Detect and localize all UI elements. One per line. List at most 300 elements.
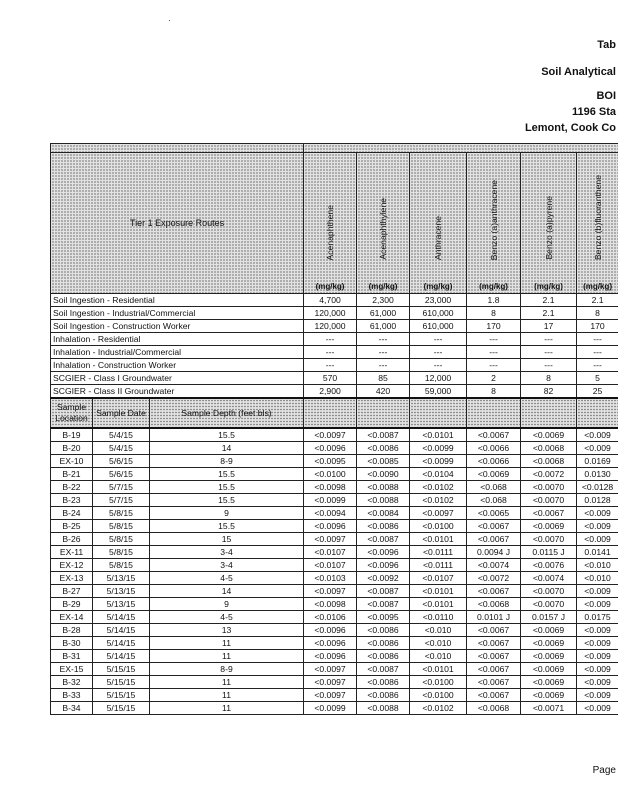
result-value: <0.0070 — [521, 598, 577, 611]
result-value: <0.0069 — [521, 689, 577, 702]
table-row — [51, 585, 618, 598]
result-value: <0.0067 — [467, 585, 521, 598]
route-value: 2.1 — [521, 307, 577, 320]
result-value: <0.0087 — [357, 598, 410, 611]
route-value: 8 — [521, 372, 577, 385]
table-row — [51, 663, 618, 676]
result-value: <0.009 — [577, 637, 618, 650]
page-footer: Page — [592, 765, 616, 776]
sample-date-heading: Sample Date — [93, 398, 150, 428]
result-value: <0.0100 — [304, 468, 357, 481]
analyte-header-benzo-b-fluoranthene — [577, 153, 618, 294]
result-value: <0.0096 — [304, 442, 357, 455]
site-address: 1196 Sta — [571, 106, 616, 118]
route-label: Soil Ingestion - Industrial/Commercial — [51, 307, 304, 320]
table-row — [51, 481, 618, 494]
sample-date: 5/13/15 — [93, 598, 150, 611]
sample-location: EX-13 — [51, 572, 93, 585]
result-value: <0.0087 — [357, 533, 410, 546]
sample-date: 5/15/15 — [93, 676, 150, 689]
sample-depth: 3-4 — [150, 559, 304, 572]
result-value: <0.0092 — [357, 572, 410, 585]
route-value: 420 — [357, 385, 410, 399]
result-value: <0.0069 — [521, 663, 577, 676]
result-value: <0.0067 — [467, 624, 521, 637]
result-value: <0.0066 — [467, 455, 521, 468]
sample-location: B-28 — [51, 624, 93, 637]
result-value: <0.0071 — [521, 702, 577, 715]
route-row — [51, 346, 618, 359]
site-city: Lemont, Cook Co — [524, 122, 616, 134]
sample-depth: 14 — [150, 585, 304, 598]
analyte-name: Anthracene — [433, 216, 444, 260]
table-title: Tab — [597, 39, 616, 51]
sample-date: 5/8/15 — [93, 559, 150, 572]
result-value: 0.0115 J — [521, 546, 577, 559]
result-value: <0.068 — [467, 481, 521, 494]
result-value: <0.0097 — [304, 663, 357, 676]
result-value: 0.0128 — [577, 494, 618, 507]
result-value: <0.0104 — [410, 468, 467, 481]
sample-location: EX-12 — [51, 559, 93, 572]
result-value: <0.0088 — [357, 702, 410, 715]
result-value: <0.0101 — [410, 585, 467, 598]
result-value: <0.0098 — [304, 598, 357, 611]
route-label: Inhalation - Industrial/Commercial — [51, 346, 304, 359]
table-row — [51, 533, 618, 546]
analyte-name: Benzo (b)fluoranthene — [592, 174, 603, 260]
result-value: <0.0101 — [410, 428, 467, 442]
result-value: <0.010 — [577, 572, 618, 585]
route-value: --- — [467, 346, 521, 359]
result-value: <0.0102 — [410, 481, 467, 494]
result-value: <0.009 — [577, 507, 618, 520]
result-value: <0.0070 — [521, 585, 577, 598]
route-row — [51, 333, 618, 346]
route-value: 61,000 — [357, 307, 410, 320]
result-value: <0.0068 — [467, 598, 521, 611]
route-value: 2.1 — [521, 294, 577, 307]
result-value: <0.0086 — [357, 442, 410, 455]
route-value: --- — [410, 359, 467, 372]
result-value: <0.0097 — [304, 428, 357, 442]
result-value: <0.009 — [577, 428, 618, 442]
result-value: <0.0090 — [357, 468, 410, 481]
sample-header-blank — [577, 398, 618, 428]
route-value: 12,000 — [410, 372, 467, 385]
sample-depth: 15.5 — [150, 481, 304, 494]
result-value: <0.0107 — [304, 559, 357, 572]
route-value: 61,000 — [357, 320, 410, 333]
sample-depth: 15 — [150, 533, 304, 546]
result-value: <0.0111 — [410, 559, 467, 572]
sample-location: B-26 — [51, 533, 93, 546]
route-value: --- — [357, 359, 410, 372]
result-value: 0.0169 — [577, 455, 618, 468]
result-value: <0.0086 — [357, 650, 410, 663]
table-row — [51, 598, 618, 611]
sample-location: EX-15 — [51, 663, 93, 676]
route-value: 2.1 — [577, 294, 618, 307]
sample-location: B-34 — [51, 702, 93, 715]
sample-depth: 13 — [150, 624, 304, 637]
table-row — [51, 455, 618, 468]
route-value: --- — [467, 359, 521, 372]
result-value: 0.0141 — [577, 546, 618, 559]
result-value: <0.009 — [577, 650, 618, 663]
table-row — [51, 689, 618, 702]
route-value: 610,000 — [410, 307, 467, 320]
table-row — [51, 442, 618, 455]
sample-depth: 11 — [150, 689, 304, 702]
analyte-unit: (mg/kg) — [423, 282, 453, 291]
sample-header-blank — [467, 398, 521, 428]
sample-date: 5/8/15 — [93, 520, 150, 533]
sample-location: B-27 — [51, 585, 93, 598]
sample-header-blank — [521, 398, 577, 428]
route-value: 23,000 — [410, 294, 467, 307]
result-value: <0.0085 — [357, 455, 410, 468]
result-value: <0.0096 — [304, 520, 357, 533]
route-value: 570 — [304, 372, 357, 385]
result-value: <0.0070 — [521, 481, 577, 494]
route-row — [51, 307, 618, 320]
table-row — [51, 559, 618, 572]
result-value: <0.010 — [410, 624, 467, 637]
route-value: 8 — [467, 385, 521, 399]
result-value: <0.0067 — [467, 533, 521, 546]
result-value: <0.009 — [577, 624, 618, 637]
result-value: <0.0097 — [410, 507, 467, 520]
result-value: <0.0068 — [521, 455, 577, 468]
route-value: --- — [357, 333, 410, 346]
result-value: <0.0067 — [467, 520, 521, 533]
result-value: <0.0096 — [304, 624, 357, 637]
result-value: <0.009 — [577, 442, 618, 455]
sample-location: B-32 — [51, 676, 93, 689]
table-row — [51, 507, 618, 520]
table-row — [51, 624, 618, 637]
route-label: SCGIER - Class I Groundwater — [51, 372, 304, 385]
result-value: <0.0069 — [467, 468, 521, 481]
sample-location-heading: Sample Location — [51, 398, 93, 428]
route-label: Soil Ingestion - Residential — [51, 294, 304, 307]
analyte-name: Benzo (a)pyrene — [543, 196, 554, 260]
result-value: 0.0094 J — [467, 546, 521, 559]
result-value: <0.0068 — [521, 442, 577, 455]
sample-location: B-22 — [51, 481, 93, 494]
result-value: <0.0102 — [410, 494, 467, 507]
result-value: <0.0087 — [357, 428, 410, 442]
sample-depth: 4-5 — [150, 611, 304, 624]
result-value: <0.0076 — [521, 559, 577, 572]
route-value: --- — [577, 333, 618, 346]
sample-date: 5/8/15 — [93, 507, 150, 520]
result-value: <0.0100 — [410, 689, 467, 702]
sample-date: 5/6/15 — [93, 468, 150, 481]
route-value: 85 — [357, 372, 410, 385]
route-row — [51, 385, 618, 399]
result-value: <0.0067 — [467, 637, 521, 650]
sample-location: B-31 — [51, 650, 93, 663]
result-value: <0.0096 — [304, 637, 357, 650]
route-value: 1.8 — [467, 294, 521, 307]
table-subtitle: Soil Analytical — [541, 66, 616, 78]
table-row — [51, 650, 618, 663]
route-value: --- — [577, 359, 618, 372]
sample-location: B-20 — [51, 442, 93, 455]
table-body — [51, 144, 618, 715]
sample-depth: 14 — [150, 442, 304, 455]
result-value: <0.0099 — [304, 702, 357, 715]
result-value: <0.0101 — [410, 663, 467, 676]
result-value: <0.0107 — [410, 572, 467, 585]
result-value: 0.0157 J — [521, 611, 577, 624]
header-stipple-left — [51, 144, 304, 153]
result-value: <0.0069 — [521, 428, 577, 442]
analyte-name: Acenaphthylene — [378, 198, 389, 260]
result-value: <0.0086 — [357, 520, 410, 533]
result-value: <0.0086 — [357, 689, 410, 702]
sample-location: B-19 — [51, 428, 93, 442]
result-value: <0.0067 — [467, 663, 521, 676]
sample-depth: 8-9 — [150, 455, 304, 468]
result-value: <0.0070 — [521, 494, 577, 507]
route-value: --- — [521, 346, 577, 359]
result-value: <0.0103 — [304, 572, 357, 585]
result-value: <0.068 — [467, 494, 521, 507]
result-value: <0.0102 — [410, 702, 467, 715]
result-value: 0.0130 — [577, 468, 618, 481]
result-value: <0.0086 — [357, 676, 410, 689]
result-value: <0.0094 — [304, 507, 357, 520]
table-row — [51, 611, 618, 624]
result-value: <0.0128 — [577, 481, 618, 494]
sample-header-row — [51, 398, 618, 428]
result-value: <0.0106 — [304, 611, 357, 624]
analyte-unit: (mg/kg) — [583, 282, 612, 291]
sample-date: 5/4/15 — [93, 428, 150, 442]
sample-date: 5/14/15 — [93, 650, 150, 663]
route-label: Inhalation - Residential — [51, 333, 304, 346]
result-value: <0.0095 — [304, 455, 357, 468]
sample-date: 5/8/15 — [93, 546, 150, 559]
route-value: 610,000 — [410, 320, 467, 333]
sample-location: EX-10 — [51, 455, 93, 468]
route-row — [51, 372, 618, 385]
sample-date: 5/8/15 — [93, 533, 150, 546]
sample-date: 5/13/15 — [93, 585, 150, 598]
route-value: 25 — [577, 385, 618, 399]
result-value: <0.0084 — [357, 507, 410, 520]
route-value: --- — [577, 346, 618, 359]
sample-depth: 11 — [150, 676, 304, 689]
result-value: <0.009 — [577, 676, 618, 689]
route-value: --- — [410, 333, 467, 346]
soil-analytical-table — [50, 143, 618, 715]
sample-date: 5/7/15 — [93, 494, 150, 507]
exposure-routes-heading: Tier 1 Exposure Routes — [51, 153, 304, 294]
route-value: 170 — [577, 320, 618, 333]
table-row — [51, 520, 618, 533]
sample-date: 5/15/15 — [93, 702, 150, 715]
sample-depth: 15.5 — [150, 468, 304, 481]
table-row — [51, 546, 618, 559]
sample-depth: 4-5 — [150, 572, 304, 585]
result-value: <0.0110 — [410, 611, 467, 624]
analyte-header-row — [51, 153, 618, 294]
route-value: 8 — [467, 307, 521, 320]
result-value: <0.0086 — [357, 637, 410, 650]
result-value: <0.0111 — [410, 546, 467, 559]
result-value: <0.0069 — [521, 650, 577, 663]
sample-date: 5/15/15 — [93, 689, 150, 702]
route-value: 82 — [521, 385, 577, 399]
analyte-header-acenaphthene — [304, 153, 357, 294]
sample-depth: 11 — [150, 637, 304, 650]
result-value: <0.009 — [577, 702, 618, 715]
sample-header-blank — [357, 398, 410, 428]
result-value: <0.0087 — [357, 585, 410, 598]
route-label: Soil Ingestion - Construction Worker — [51, 320, 304, 333]
route-value: 120,000 — [304, 320, 357, 333]
result-value: <0.0069 — [521, 520, 577, 533]
result-value: <0.009 — [577, 520, 618, 533]
result-value: <0.0096 — [357, 559, 410, 572]
site-name: BOI — [596, 90, 616, 102]
route-value: --- — [357, 346, 410, 359]
result-value: <0.0100 — [410, 676, 467, 689]
table-row — [51, 702, 618, 715]
result-value: <0.0107 — [304, 546, 357, 559]
result-value: <0.0067 — [467, 650, 521, 663]
result-value: <0.0096 — [304, 650, 357, 663]
route-value: 2 — [467, 372, 521, 385]
result-value: <0.0095 — [357, 611, 410, 624]
result-value: <0.0097 — [304, 689, 357, 702]
result-value: <0.0072 — [467, 572, 521, 585]
table-row — [51, 428, 618, 442]
result-value: <0.0098 — [304, 481, 357, 494]
result-value: <0.0097 — [304, 533, 357, 546]
result-value: <0.0097 — [304, 585, 357, 598]
sample-location: B-24 — [51, 507, 93, 520]
sample-date: 5/7/15 — [93, 481, 150, 494]
sample-date: 5/14/15 — [93, 637, 150, 650]
result-value: <0.0067 — [467, 428, 521, 442]
route-value: --- — [304, 333, 357, 346]
sample-date: 5/13/15 — [93, 572, 150, 585]
route-value: 2,300 — [357, 294, 410, 307]
sample-depth: 11 — [150, 702, 304, 715]
sample-depth: 3-4 — [150, 546, 304, 559]
sample-header-blank — [304, 398, 357, 428]
table-row — [51, 637, 618, 650]
scan-speck — [169, 20, 170, 21]
route-row — [51, 320, 618, 333]
result-value: <0.0069 — [521, 637, 577, 650]
header-stipple-right — [304, 144, 618, 153]
result-value: <0.0086 — [357, 624, 410, 637]
result-value: <0.0099 — [410, 442, 467, 455]
result-value: <0.0100 — [410, 520, 467, 533]
result-value: <0.010 — [577, 559, 618, 572]
analyte-unit: (mg/kg) — [315, 282, 345, 291]
analyte-header-benzo-a-anthracene — [467, 153, 521, 294]
result-value: <0.009 — [577, 585, 618, 598]
result-value: <0.0101 — [410, 533, 467, 546]
sample-depth: 9 — [150, 598, 304, 611]
sample-location: B-29 — [51, 598, 93, 611]
result-value: <0.0087 — [357, 663, 410, 676]
sample-depth: 11 — [150, 650, 304, 663]
result-value: <0.0067 — [467, 676, 521, 689]
route-value: --- — [304, 346, 357, 359]
route-value: --- — [467, 333, 521, 346]
result-value: <0.0072 — [521, 468, 577, 481]
analyte-unit: (mg/kg) — [534, 282, 563, 291]
sample-date: 5/15/15 — [93, 663, 150, 676]
analyte-header-anthracene — [410, 153, 467, 294]
result-value: <0.0099 — [304, 494, 357, 507]
result-value: <0.0097 — [304, 676, 357, 689]
result-value: <0.0096 — [357, 546, 410, 559]
result-value: <0.0067 — [467, 689, 521, 702]
result-value: <0.0074 — [521, 572, 577, 585]
route-value: 120,000 — [304, 307, 357, 320]
analyte-unit: (mg/kg) — [479, 282, 508, 291]
route-value: 4,700 — [304, 294, 357, 307]
analyte-header-acenaphthylene — [357, 153, 410, 294]
sample-location: B-33 — [51, 689, 93, 702]
route-value: --- — [521, 333, 577, 346]
table-row — [51, 676, 618, 689]
route-row — [51, 359, 618, 372]
result-value: <0.010 — [410, 650, 467, 663]
route-label: SCGIER - Class II Groundwater — [51, 385, 304, 399]
header-top-row — [51, 144, 618, 153]
result-value: 0.0175 — [577, 611, 618, 624]
result-value: <0.0099 — [410, 455, 467, 468]
sample-depth: 9 — [150, 507, 304, 520]
analyte-unit: (mg/kg) — [368, 282, 398, 291]
result-value: <0.009 — [577, 689, 618, 702]
result-value: <0.0070 — [521, 533, 577, 546]
analyte-name: Acenaphthene — [325, 204, 336, 260]
result-value: <0.0088 — [357, 481, 410, 494]
sample-date: 5/4/15 — [93, 442, 150, 455]
route-label: Inhalation - Construction Worker — [51, 359, 304, 372]
route-value: 59,000 — [410, 385, 467, 399]
sample-date: 5/14/15 — [93, 611, 150, 624]
route-value: --- — [304, 359, 357, 372]
sample-date: 5/14/15 — [93, 624, 150, 637]
analyte-header-benzo-a-pyrene — [521, 153, 577, 294]
analyte-name: Benzo (a)anthracene — [488, 179, 499, 260]
table-row — [51, 572, 618, 585]
sample-location: B-30 — [51, 637, 93, 650]
result-value: <0.009 — [577, 663, 618, 676]
route-value: 17 — [521, 320, 577, 333]
sample-location: B-21 — [51, 468, 93, 481]
result-value: <0.0068 — [467, 702, 521, 715]
result-value: <0.009 — [577, 598, 618, 611]
result-value: <0.010 — [410, 637, 467, 650]
result-value: <0.0065 — [467, 507, 521, 520]
result-value: <0.0069 — [521, 624, 577, 637]
sample-header-blank — [410, 398, 467, 428]
sample-depth: 15.5 — [150, 520, 304, 533]
